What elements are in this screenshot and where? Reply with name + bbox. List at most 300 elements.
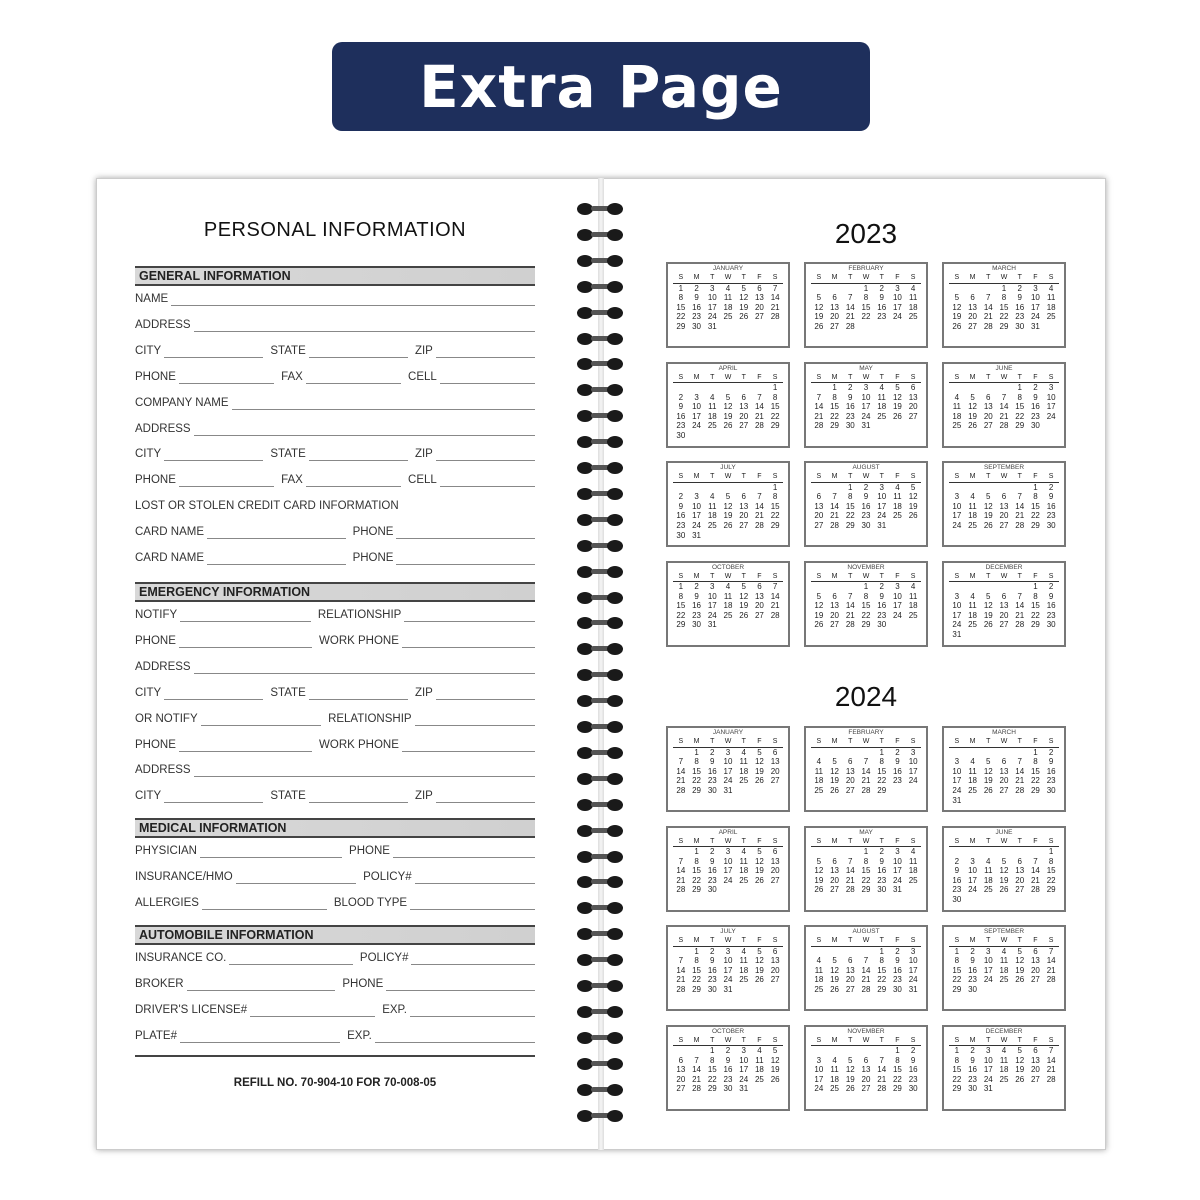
day-number: 16: [877, 302, 887, 312]
day-number: 15: [892, 1065, 902, 1075]
day-number: 10: [707, 293, 717, 303]
month-name: DECEMBER: [985, 1027, 1023, 1035]
field-line[interactable]: [201, 716, 321, 726]
day-number: 13: [1030, 1055, 1040, 1065]
weekday-label: S: [1043, 373, 1059, 384]
day-number: 8: [879, 956, 884, 966]
day-number: 1: [954, 946, 960, 956]
day-number: 2: [863, 482, 869, 492]
field-line[interactable]: [250, 1007, 375, 1017]
day-number: 22: [770, 411, 780, 421]
day-number: 8: [848, 492, 853, 502]
weekday-label: F: [752, 837, 768, 848]
day-number: 26: [754, 875, 764, 885]
day-number: 13: [1015, 866, 1025, 876]
day-number: 27: [770, 776, 780, 786]
day-number: 14: [845, 866, 855, 876]
day-number: 9: [954, 866, 960, 876]
blank-day: [704, 383, 720, 393]
field-line[interactable]: [202, 900, 327, 910]
weekday-label: S: [949, 936, 965, 947]
day-number: 23: [908, 1074, 918, 1084]
day-number: 4: [741, 747, 746, 757]
binding-ring: [577, 358, 623, 370]
field-line[interactable]: [179, 742, 312, 752]
day-number: 20: [1030, 1065, 1040, 1075]
form-row: [135, 549, 535, 565]
weekday-label: S: [767, 936, 783, 947]
day-number: 11: [739, 757, 748, 767]
day-number: 8: [863, 591, 869, 601]
day-number: 19: [983, 511, 993, 521]
day-number: 27: [770, 875, 780, 885]
weekday-label: S: [767, 1036, 783, 1047]
day-number: 30: [861, 520, 871, 530]
binding-ring: [577, 980, 623, 992]
day-number: 1: [863, 847, 869, 857]
day-number: 21: [676, 875, 686, 885]
weekday-label: M: [965, 737, 981, 748]
field-line[interactable]: [386, 981, 535, 991]
day-number: 7: [986, 293, 991, 303]
weekday-label: W: [720, 737, 736, 748]
day-number: 25: [908, 875, 918, 885]
day-number: 28: [1015, 620, 1025, 630]
weekday-label: T: [874, 1036, 890, 1047]
weekday-label: T: [980, 273, 996, 284]
day-number: 10: [892, 856, 902, 866]
day-number: 4: [710, 492, 715, 502]
day-number: 24: [908, 776, 918, 786]
blank-day: [689, 383, 705, 393]
day-number: 4: [741, 847, 746, 857]
field-line[interactable]: [164, 793, 263, 803]
day-number: 13: [754, 293, 764, 303]
day-number: 10: [968, 866, 978, 876]
day-number: 1: [1033, 482, 1038, 492]
blank-day: [949, 847, 965, 857]
form-row: [135, 949, 535, 965]
field-line[interactable]: [194, 322, 535, 332]
blank-day: [673, 1046, 689, 1056]
day-number: 6: [678, 1055, 684, 1065]
day-number: 26: [1015, 1074, 1025, 1084]
field-line[interactable]: [404, 612, 535, 622]
day-number: 21: [845, 875, 855, 885]
field-line[interactable]: [207, 555, 346, 565]
weekday-label: T: [704, 373, 720, 384]
day-number: 7: [1048, 946, 1054, 956]
day-number: 3: [910, 946, 916, 956]
field-line[interactable]: [164, 348, 263, 358]
day-number: 31: [952, 795, 962, 805]
day-number: 26: [999, 885, 1009, 895]
field-label: STATE: [270, 686, 306, 699]
weekday-label: T: [874, 572, 890, 583]
day-number: 8: [832, 392, 837, 402]
day-number: 29: [830, 421, 840, 431]
day-number: 1: [678, 283, 684, 293]
day-number: 13: [754, 591, 764, 601]
weekday-label: M: [827, 273, 843, 284]
day-number: 13: [814, 501, 824, 511]
day-number: 23: [892, 776, 902, 786]
field-line[interactable]: [194, 664, 535, 674]
weekday-label: S: [811, 572, 827, 583]
day-number: 3: [970, 856, 975, 866]
day-number: 25: [999, 975, 1009, 985]
field-line[interactable]: [309, 793, 408, 803]
field-line[interactable]: [436, 451, 535, 461]
weekday-label: S: [767, 837, 783, 848]
day-number: 22: [707, 1074, 717, 1084]
day-number: 18: [908, 302, 918, 312]
field-line[interactable]: [194, 426, 535, 436]
day-number: 10: [692, 501, 702, 511]
day-number: 12: [845, 1065, 855, 1075]
weekday-label: T: [874, 737, 890, 748]
weekday-label: T: [980, 837, 996, 848]
weekday-label: F: [1028, 273, 1044, 284]
field-line[interactable]: [436, 690, 535, 700]
day-number: 5: [1001, 856, 1007, 866]
day-number: 16: [707, 965, 717, 975]
day-number: 19: [908, 501, 918, 511]
blank-day: [811, 1046, 827, 1056]
field-line[interactable]: [179, 374, 274, 384]
day-number: 4: [1001, 1046, 1007, 1056]
day-number: 26: [892, 411, 902, 421]
day-number: 21: [814, 411, 824, 421]
day-number: 14: [754, 501, 764, 511]
day-number: 24: [723, 776, 733, 786]
day-number: 21: [845, 610, 855, 620]
day-number: 12: [983, 601, 993, 611]
day-number: 5: [816, 856, 822, 866]
weekday-label: T: [842, 1036, 858, 1047]
day-number: 26: [739, 312, 749, 322]
weekday-label: T: [980, 472, 996, 483]
day-number: 25: [892, 511, 902, 521]
day-number: 17: [723, 965, 733, 975]
weekday-label: W: [720, 1036, 736, 1047]
day-number: 15: [676, 302, 686, 312]
weekday-label: W: [858, 572, 874, 583]
day-number: 17: [723, 866, 733, 876]
field-label: POLICY#: [363, 870, 412, 883]
field-line[interactable]: [200, 848, 342, 858]
field-label: ZIP: [414, 790, 433, 803]
day-number: 19: [754, 965, 764, 975]
weekday-label: T: [842, 572, 858, 583]
weekday-label: W: [858, 837, 874, 848]
day-number: 1: [863, 582, 869, 592]
field-line[interactable]: [436, 348, 535, 358]
blank-day: [827, 1046, 843, 1056]
day-number: 3: [816, 1055, 822, 1065]
field-line[interactable]: [309, 451, 408, 461]
field-line[interactable]: [309, 348, 408, 358]
day-number: 29: [861, 620, 871, 630]
day-number: 25: [739, 975, 749, 985]
day-number: 8: [954, 956, 960, 966]
field-line[interactable]: [180, 612, 311, 622]
day-number: 23: [1046, 776, 1056, 786]
day-number: 25: [723, 312, 733, 322]
day-number: 11: [999, 956, 1009, 966]
day-number: 27: [1015, 885, 1025, 895]
day-number: 24: [739, 1074, 749, 1084]
day-number: 13: [830, 302, 840, 312]
blank-day: [1012, 582, 1028, 592]
day-number: 3: [725, 946, 731, 956]
day-number: 18: [999, 965, 1009, 975]
day-number: 8: [710, 1055, 715, 1065]
day-number: 29: [692, 885, 702, 895]
day-number: 10: [739, 1055, 749, 1065]
day-number: 28: [754, 421, 764, 431]
blank-day: [842, 1046, 858, 1056]
day-number: 22: [877, 776, 887, 786]
day-number: 26: [830, 785, 840, 795]
day-number: 4: [895, 482, 900, 492]
binding-ring: [577, 1084, 623, 1096]
day-number: 2: [694, 283, 699, 293]
day-number: 27: [908, 411, 918, 421]
day-number: 17: [952, 511, 962, 521]
day-number: 18: [999, 1065, 1009, 1075]
day-number: 17: [877, 501, 887, 511]
field-line[interactable]: [440, 374, 535, 384]
day-number: 19: [723, 511, 733, 521]
day-number: 25: [968, 520, 978, 530]
field-line[interactable]: [410, 900, 535, 910]
field-line[interactable]: [396, 555, 535, 565]
day-number: 3: [710, 582, 715, 592]
day-number: 18: [830, 1074, 840, 1084]
day-number: 1: [710, 1046, 715, 1056]
day-number: 18: [968, 511, 978, 521]
field-line[interactable]: [306, 374, 401, 384]
day-number: 10: [723, 856, 733, 866]
day-number: 11: [739, 856, 748, 866]
binding-ring: [577, 203, 623, 215]
day-number: 9: [694, 591, 699, 601]
binding-ring: [577, 643, 623, 655]
day-number: 20: [1030, 965, 1040, 975]
blank-day: [842, 847, 858, 857]
day-number: 19: [754, 766, 764, 776]
day-number: 4: [910, 283, 916, 293]
day-number: 21: [770, 302, 780, 312]
field-line[interactable]: [164, 451, 263, 461]
form-row: [135, 471, 535, 487]
day-number: 13: [770, 757, 780, 767]
day-number: 18: [908, 866, 918, 876]
month-calendar: [942, 1025, 1066, 1111]
day-number: 5: [816, 293, 822, 303]
day-number: 6: [772, 946, 778, 956]
day-number: 22: [877, 975, 887, 985]
field-line[interactable]: [194, 767, 535, 777]
field-line[interactable]: [207, 529, 346, 539]
day-number: 16: [676, 411, 686, 421]
weekday-label: W: [996, 1036, 1012, 1047]
field-line[interactable]: [436, 793, 535, 803]
day-number: 14: [676, 866, 686, 876]
day-number: 21: [1030, 875, 1040, 885]
day-number: 9: [710, 757, 715, 767]
weekday-label: S: [811, 373, 827, 384]
day-number: 24: [692, 421, 702, 431]
day-number: 20: [999, 511, 1009, 521]
weekday-label: S: [811, 737, 827, 748]
day-number: 30: [1046, 620, 1056, 630]
day-number: 8: [1033, 492, 1038, 502]
day-number: 26: [952, 321, 962, 331]
blank-day: [980, 582, 996, 592]
day-number: 9: [1017, 293, 1022, 303]
field-line[interactable]: [164, 690, 263, 700]
day-number: 30: [707, 785, 717, 795]
blank-day: [949, 483, 965, 493]
binding-ring: [577, 255, 623, 267]
day-number: 2: [1048, 482, 1054, 492]
field-line[interactable]: [402, 638, 535, 648]
day-number: 11: [908, 293, 918, 303]
blank-day: [673, 847, 689, 857]
day-number: 16: [1030, 402, 1040, 412]
field-line[interactable]: [415, 874, 535, 884]
field-line[interactable]: [440, 477, 535, 487]
day-number: 7: [1017, 591, 1022, 601]
month-name: JULY: [720, 928, 736, 935]
field-line[interactable]: [187, 981, 336, 991]
spine: [598, 178, 604, 1150]
day-number: 14: [770, 591, 780, 601]
subheading: LOST OR STOLEN CREDIT CARD INFORMATION: [135, 500, 399, 513]
day-number: 2: [694, 582, 699, 592]
form-row: [135, 894, 535, 910]
binding-ring: [577, 229, 623, 241]
form-row: [135, 290, 535, 306]
day-number: 15: [861, 601, 871, 611]
field-line[interactable]: [229, 955, 353, 965]
field-line[interactable]: [415, 716, 535, 726]
weekday-label: S: [1043, 472, 1059, 483]
day-number: 4: [816, 956, 822, 966]
weekday-label: T: [980, 936, 996, 947]
day-number: 7: [678, 956, 684, 966]
day-number: 25: [1046, 312, 1056, 322]
day-number: 29: [999, 321, 1009, 331]
weekday-label: F: [752, 572, 768, 583]
day-number: 14: [1015, 766, 1025, 776]
day-number: 30: [845, 421, 855, 431]
day-number: 31: [723, 984, 733, 994]
day-number: 20: [754, 601, 764, 611]
day-number: 15: [830, 402, 840, 412]
field-line[interactable]: [396, 529, 535, 539]
day-number: 10: [892, 591, 902, 601]
field-line[interactable]: [375, 1033, 535, 1043]
day-number: 15: [1030, 601, 1040, 611]
day-number: 3: [1048, 383, 1054, 393]
weekday-label: M: [965, 936, 981, 947]
day-number: 21: [983, 312, 993, 322]
field-line[interactable]: [179, 638, 312, 648]
blank-day: [996, 847, 1012, 857]
day-number: 18: [952, 411, 962, 421]
day-number: 22: [1030, 776, 1040, 786]
field-label: ZIP: [414, 344, 433, 357]
month-name: JUNE: [995, 364, 1013, 372]
binding-ring: [577, 825, 623, 837]
day-number: 15: [770, 402, 780, 412]
binding-ring: [577, 333, 623, 345]
day-number: 23: [676, 520, 686, 530]
binding-ring: [577, 902, 623, 914]
weekday-label: F: [1028, 737, 1044, 748]
field-label: RELATIONSHIP: [317, 609, 402, 621]
field-label: CITY: [135, 686, 162, 699]
field-line[interactable]: [179, 477, 274, 487]
field-line[interactable]: [236, 874, 356, 884]
day-number: 11: [723, 293, 733, 303]
field-line[interactable]: [309, 690, 408, 700]
binding-ring: [577, 1006, 623, 1018]
day-number: 1: [1001, 283, 1007, 293]
blank-day: [752, 383, 768, 393]
day-number: 6: [832, 856, 837, 866]
field-line[interactable]: [402, 742, 535, 752]
field-line[interactable]: [180, 1033, 340, 1043]
blank-day: [858, 748, 874, 758]
field-line[interactable]: [393, 848, 535, 858]
day-number: 1: [1048, 847, 1054, 857]
weekday-label: M: [965, 837, 981, 848]
blank-day: [811, 847, 827, 857]
page-title: PERSONAL INFORMATION: [203, 219, 467, 241]
day-number: 23: [952, 885, 962, 895]
field-line[interactable]: [306, 477, 401, 487]
month-name: JULY: [720, 464, 736, 471]
blank-day: [965, 383, 981, 393]
day-number: 10: [1030, 293, 1040, 303]
day-number: 24: [1046, 411, 1056, 421]
weekday-label: W: [858, 737, 874, 748]
day-number: 3: [986, 1046, 991, 1056]
day-number: 4: [832, 1055, 837, 1065]
field-label: ADDRESS: [135, 764, 191, 777]
weekday-label: W: [858, 1036, 874, 1047]
day-number: 7: [772, 283, 778, 293]
blank-day: [811, 748, 827, 758]
day-number: 29: [676, 620, 686, 630]
field-line[interactable]: [411, 955, 535, 965]
weekday-label: W: [858, 273, 874, 284]
day-number: 19: [952, 312, 962, 322]
field-line[interactable]: [410, 1007, 535, 1017]
day-number: 27: [983, 421, 993, 431]
field-line[interactable]: [171, 296, 535, 306]
day-number: 20: [739, 411, 749, 421]
day-number: 16: [707, 866, 717, 876]
field-line[interactable]: [232, 400, 535, 410]
weekday-label: M: [689, 572, 705, 583]
day-number: 5: [954, 293, 960, 303]
day-number: 31: [707, 321, 717, 331]
